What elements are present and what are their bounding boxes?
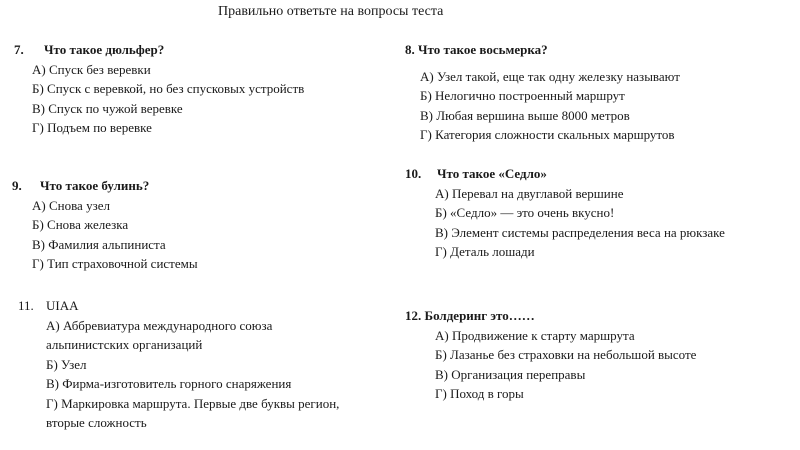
question-12 <box>405 306 696 404</box>
answer-option: В) Фирма-изготовитель горного снаряжения <box>46 376 292 391</box>
question-number: 10. <box>405 166 422 181</box>
question-number: 7. <box>14 42 24 57</box>
answer-option: А) Аббревиатура международного союза <box>46 317 273 333</box>
answer-option: Б) Снова железка <box>32 217 129 232</box>
question-text: Что такое восьмерка? <box>418 42 548 57</box>
question-heading <box>405 40 680 60</box>
question-text: UIAA <box>46 298 79 313</box>
answer-option: В) Любая вершина выше 8000 метров <box>420 107 630 123</box>
answer-options <box>14 60 304 138</box>
answer-option: Г) Поход в горы <box>435 386 524 401</box>
question-heading <box>18 296 339 316</box>
answer-option: Б) Нелогично построенный маршрут <box>420 88 625 103</box>
answer-options <box>18 316 339 433</box>
answer-option-continuation: вторые сложность <box>46 415 147 430</box>
answer-option: Г) Тип страховочной системы <box>32 256 198 271</box>
answer-option: А) Узел такой, еще так одну железку называют <box>420 68 680 84</box>
answer-option: Б) «Седло» — это очень вкусно! <box>435 205 615 220</box>
question-8 <box>405 40 680 145</box>
question-text: Болдеринг это…… <box>424 308 535 323</box>
answer-option: Б) Лазанье без страховки на небольшой высоте <box>435 347 697 362</box>
answer-option: В) Фамилия альпиниста <box>32 236 166 252</box>
answer-option: Г) Подъем по веревке <box>32 120 152 135</box>
answer-option: Г) Маркировка маршрута. Первые две буквы регион, <box>46 395 340 411</box>
answer-options <box>405 184 725 262</box>
question-text: Что такое дюльфер? <box>44 42 165 57</box>
page-title: Правильно ответьте на вопросы теста <box>218 4 444 19</box>
question-text: Что такое булинь? <box>40 178 150 193</box>
answer-options <box>12 196 198 274</box>
question-number: 9. <box>12 178 22 193</box>
question-number: 8. <box>405 42 415 57</box>
answer-option: Б) Узел <box>46 356 87 372</box>
question-7 <box>14 40 304 138</box>
answer-option: В) Элемент системы распределения веса на рюкзаке <box>435 224 725 240</box>
question-text: Что такое «Седло» <box>437 166 547 181</box>
answer-option: В) Спуск по чужой веревке <box>32 100 183 116</box>
answer-options <box>405 326 696 404</box>
answer-option-continuation: альпинистских организаций <box>46 337 203 352</box>
answer-option: А) Продвижение к старту маршрута <box>435 327 635 343</box>
question-heading <box>405 306 696 326</box>
answer-option: А) Спуск без веревки <box>32 61 151 77</box>
answer-options <box>405 67 680 145</box>
question-11 <box>18 296 339 433</box>
question-number: 11. <box>18 298 34 313</box>
answer-option: В) Организация переправы <box>435 366 586 382</box>
question-heading <box>405 164 725 184</box>
answer-option: Г) Деталь лошади <box>435 244 535 259</box>
answer-option: Г) Категория сложности скальных маршрутов <box>420 127 675 142</box>
answer-option: Б) Спуск с веревкой, но без спусковых устройств <box>32 81 305 96</box>
question-9 <box>12 176 198 274</box>
question-number: 12. <box>405 308 422 323</box>
answer-option: А) Снова узел <box>32 197 110 213</box>
question-10 <box>405 164 725 262</box>
question-heading <box>12 176 198 196</box>
answer-option: А) Перевал на двуглавой вершине <box>435 185 624 201</box>
question-heading <box>14 40 304 60</box>
